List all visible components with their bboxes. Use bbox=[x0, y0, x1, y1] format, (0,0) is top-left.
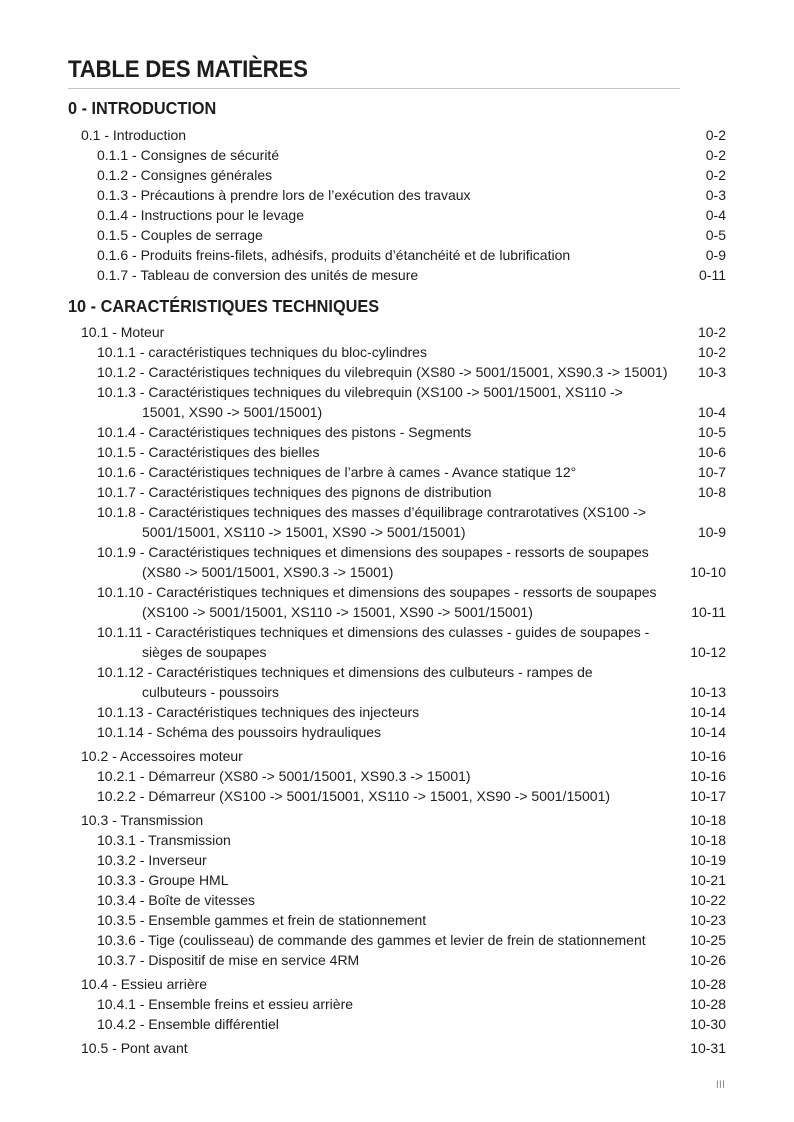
toc-entry-text: 10.1 - Moteur bbox=[81, 324, 165, 340]
toc-entry-page: 10-18 bbox=[690, 832, 726, 848]
toc-entry-text: 0.1.4 - Instructions pour le levage bbox=[97, 207, 305, 223]
toc-entry[interactable] bbox=[68, 766, 726, 786]
toc-entry[interactable] bbox=[68, 185, 726, 205]
toc-entry[interactable] bbox=[68, 362, 726, 382]
toc-entry-page: 0-2 bbox=[705, 167, 726, 183]
toc-entry-page: 0-4 bbox=[705, 207, 726, 223]
toc-entry[interactable] bbox=[68, 830, 726, 850]
toc-entry-page: 10-2 bbox=[697, 344, 726, 360]
toc-entry[interactable] bbox=[68, 205, 726, 225]
toc-entry-text: 10.1.8 - Caractéristiques techniques des masses d’équilibrage contrarotatives (XS100 -> 5001/15001, XS110 -> 15001, XS90 -> 5001/15001) bbox=[97, 504, 647, 540]
toc-entry-text: 10.3.3 - Groupe HML bbox=[97, 872, 229, 888]
toc-entry[interactable] bbox=[68, 442, 726, 462]
toc-entry-page: 0-3 bbox=[705, 187, 726, 203]
toc-entry-text: 0.1.2 - Consignes générales bbox=[97, 167, 273, 183]
toc-entry-text: 0.1.5 - Couples de serrage bbox=[97, 227, 263, 243]
toc-entry-page: 10-13 bbox=[690, 684, 726, 700]
toc-entry-page: 0-2 bbox=[705, 127, 726, 143]
toc-entry-page: 10-22 bbox=[690, 892, 726, 908]
toc-entry[interactable] bbox=[68, 890, 726, 910]
toc-entry-text: 0.1 - Introduction bbox=[81, 127, 187, 143]
toc-entry[interactable] bbox=[68, 462, 726, 482]
toc-entry-text: 10.3.5 - Ensemble gammes et frein de stationnement bbox=[97, 912, 427, 928]
toc-entry-text: 0.1.3 - Précautions à prendre lors de l’exécution des travaux bbox=[97, 187, 471, 203]
toc-entry-page: 10-14 bbox=[690, 704, 726, 720]
toc-entry-page: 10-30 bbox=[690, 1016, 726, 1032]
toc-entry-text: 10.1.3 - Caractéristiques techniques du vilebrequin (XS100 -> 5001/15001, XS110 -> 15001, XS90 -> 5001/15001) bbox=[97, 384, 623, 420]
toc-entry-text: 10.2.2 - Démarreur (XS100 -> 5001/15001, XS110 -> 15001, XS90 -> 5001/15001) bbox=[97, 788, 611, 804]
toc-entry[interactable] bbox=[68, 125, 726, 145]
toc-entry-text: 10.1.11 - Caractéristiques techniques et dimensions des culasses - guides de soupapes - sièges de soupapes bbox=[97, 624, 650, 660]
toc-entry[interactable] bbox=[68, 342, 726, 362]
toc-entry[interactable] bbox=[68, 1038, 726, 1058]
toc-entry-page: 0-11 bbox=[699, 267, 726, 283]
toc-entry-page: 10-23 bbox=[690, 912, 726, 928]
toc-entry[interactable] bbox=[68, 950, 726, 970]
toc-entry-text: 10.1.12 - Caractéristiques techniques et dimensions des culbuteurs - rampes de culbuteurs - poussoirs bbox=[97, 664, 593, 700]
toc-entry[interactable] bbox=[68, 622, 726, 662]
toc-entry-page: 10-26 bbox=[690, 952, 726, 968]
toc-entry-page: 10-2 bbox=[697, 324, 726, 340]
toc-entry-text: 10.4.1 - Ensemble freins et essieu arrière bbox=[97, 996, 354, 1012]
toc-entry[interactable] bbox=[68, 482, 726, 502]
toc-entry[interactable] bbox=[68, 382, 726, 422]
toc-entry-text: 10.1.2 - Caractéristiques techniques du vilebrequin (XS80 -> 5001/15001, XS90.3 -> 15001) bbox=[97, 364, 668, 380]
toc-entry[interactable] bbox=[68, 702, 726, 722]
toc-entry-page: 10-16 bbox=[690, 768, 726, 784]
toc-entry-text: 10.3.2 - Inverseur bbox=[97, 852, 207, 868]
toc-entry[interactable] bbox=[68, 746, 726, 766]
toc-entry[interactable] bbox=[68, 422, 726, 442]
toc-entry-text: 10.2.1 - Démarreur (XS80 -> 5001/15001, XS90.3 -> 15001) bbox=[97, 768, 471, 784]
toc-entry-page: 10-10 bbox=[690, 564, 726, 580]
toc-entry-page: 10-17 bbox=[690, 788, 726, 804]
page-title: TABLE DES MATIÈRES bbox=[68, 55, 680, 89]
toc-entry-text: 0.1.7 - Tableau de conversion des unités de mesure bbox=[97, 267, 419, 283]
toc-entry-text: 10.4.2 - Ensemble différentiel bbox=[97, 1016, 279, 1032]
toc-entry-text: 10.1.4 - Caractéristiques techniques des pistons - Segments bbox=[97, 424, 472, 440]
toc-entry-text: 10.1.1 - caractéristiques techniques du bloc-cylindres bbox=[97, 344, 427, 360]
toc-entry[interactable] bbox=[68, 145, 726, 165]
toc-entry[interactable] bbox=[68, 322, 726, 342]
toc-entry-text: 10.3.7 - Dispositif de mise en service 4RM bbox=[97, 952, 360, 968]
toc-entry[interactable] bbox=[68, 786, 726, 806]
toc-entry-page: 10-9 bbox=[697, 524, 726, 540]
section-title-technical-specs: 10 - CARACTÉRISTIQUES TECHNIQUES bbox=[68, 296, 380, 316]
toc-entry-text: 10.3 - Transmission bbox=[81, 812, 204, 828]
toc-page bbox=[68, 55, 726, 1058]
toc-entry-page: 10-21 bbox=[690, 872, 726, 888]
toc-entry-page: 10-31 bbox=[690, 1040, 726, 1056]
toc-entry-page: 10-4 bbox=[697, 404, 726, 420]
toc-entry-text: 10.1.13 - Caractéristiques techniques des injecteurs bbox=[97, 704, 420, 720]
toc-entry-text: 0.1.1 - Consignes de sécurité bbox=[97, 147, 280, 163]
toc-entry-page: 10-12 bbox=[690, 644, 726, 660]
toc-entry[interactable] bbox=[68, 662, 726, 702]
toc-entry[interactable] bbox=[68, 930, 726, 950]
toc-entry-text: 10.2 - Accessoires moteur bbox=[81, 748, 243, 764]
toc-entry-page: 10-8 bbox=[697, 484, 726, 500]
toc-entry[interactable] bbox=[68, 582, 726, 622]
toc-entry-page: 10-14 bbox=[690, 724, 726, 740]
page-number: III bbox=[715, 1079, 725, 1091]
toc-entry-text: 10.1.9 - Caractéristiques techniques et dimensions des soupapes - ressorts de soupapes (XS80 -> 5001/15001, XS90.3 -> 15001) bbox=[97, 544, 649, 580]
toc-entry-text: 10.1.6 - Caractéristiques techniques de l’arbre à cames - Avance statique 12° bbox=[97, 464, 577, 480]
toc-entry-page: 10-11 bbox=[691, 604, 726, 620]
toc-entry-page: 10-28 bbox=[690, 996, 726, 1012]
toc-entry-text: 10.3.6 - Tige (coulisseau) de commande des gammes et levier de frein de stationnement bbox=[97, 932, 646, 948]
toc-entry-text: 10.1.10 - Caractéristiques techniques et dimensions des soupapes - ressorts de soupapes (XS100 -> 5001/15001, XS110 -> 15001, XS90 -> 5001/15001) bbox=[97, 584, 657, 620]
toc-entry-text: 10.1.7 - Caractéristiques techniques des pignons de distribution bbox=[97, 484, 492, 500]
toc-entry-page: 0-2 bbox=[705, 147, 726, 163]
toc-entry[interactable] bbox=[68, 225, 726, 245]
toc-entry-page: 10-16 bbox=[690, 748, 726, 764]
toc-entry-text: 0.1.6 - Produits freins-filets, adhésifs, produits d’étanchéité et de lubrification bbox=[97, 247, 571, 263]
toc-entry-page: 10-7 bbox=[697, 464, 726, 480]
toc-entry-page: 10-6 bbox=[697, 444, 726, 460]
toc-entry[interactable] bbox=[68, 910, 726, 930]
toc-entry-text: 10.1.5 - Caractéristiques des bielles bbox=[97, 444, 320, 460]
toc-entry-page: 10-25 bbox=[690, 932, 726, 948]
toc-entry[interactable] bbox=[68, 165, 726, 185]
toc-entry[interactable] bbox=[68, 722, 726, 742]
toc-entry[interactable] bbox=[68, 1014, 726, 1034]
toc-entry-page: 10-5 bbox=[697, 424, 726, 440]
toc-entry-page: 10-19 bbox=[690, 852, 726, 868]
toc-entry-page: 10-3 bbox=[697, 364, 726, 380]
toc-entry-text: 10.5 - Pont avant bbox=[81, 1040, 188, 1056]
toc-entry-page: 0-9 bbox=[705, 247, 726, 263]
toc-entry-text: 10.3.1 - Transmission bbox=[97, 832, 231, 848]
toc-entry[interactable] bbox=[68, 542, 726, 582]
toc-entry[interactable] bbox=[68, 870, 726, 890]
toc-entry[interactable] bbox=[68, 850, 726, 870]
toc-entry[interactable] bbox=[68, 810, 726, 830]
toc-entry-page: 0-5 bbox=[705, 227, 726, 243]
toc-entry[interactable] bbox=[68, 245, 726, 265]
toc-entry-page: 10-18 bbox=[690, 812, 726, 828]
toc-entry[interactable] bbox=[68, 994, 726, 1014]
toc-entry-text: 10.4 - Essieu arrière bbox=[81, 976, 208, 992]
toc-entry[interactable] bbox=[68, 502, 726, 542]
toc-entry-page: 10-28 bbox=[690, 976, 726, 992]
toc-entry-text: 10.3.4 - Boîte de vitesses bbox=[97, 892, 255, 908]
toc-entry[interactable] bbox=[68, 265, 726, 285]
section-title-introduction: 0 - INTRODUCTION bbox=[68, 98, 217, 118]
toc-entry-text: 10.1.14 - Schéma des poussoirs hydrauliques bbox=[97, 724, 382, 740]
toc-entry[interactable] bbox=[68, 974, 726, 994]
